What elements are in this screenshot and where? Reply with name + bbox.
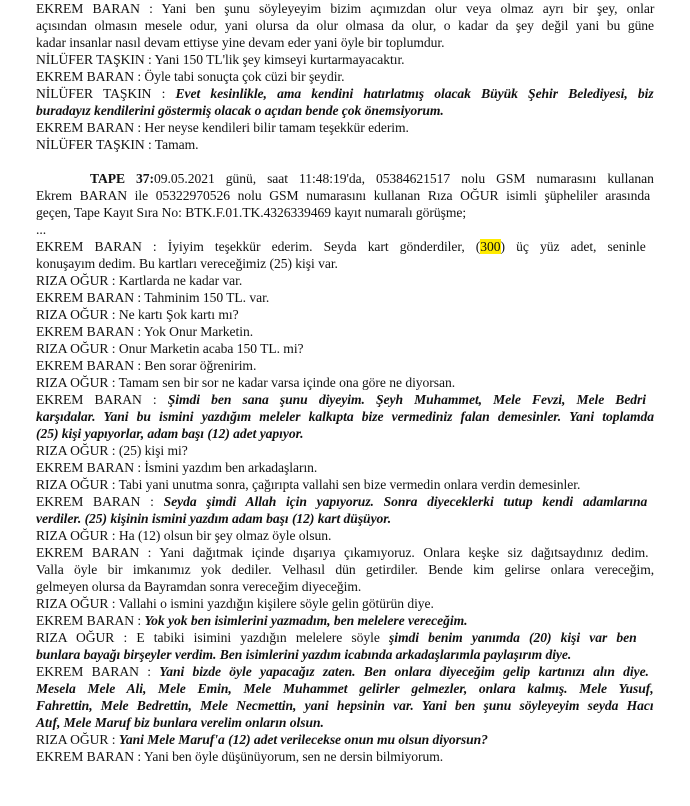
text-line [36, 629, 637, 646]
text-line [36, 391, 646, 408]
text-line [36, 187, 650, 204]
text-span: EKREM BARAN : Ben sorar öğrenirim. [36, 358, 257, 373]
text-line [36, 255, 338, 272]
text-line [36, 731, 488, 748]
text-span: NİLÜFER TAŞKIN : [36, 86, 176, 101]
text-line [36, 289, 269, 306]
text-line [36, 34, 444, 51]
text-line [36, 680, 654, 697]
text-line [36, 374, 455, 391]
text-span: NİLÜFER TAŞKIN : Yani 150 TL'lik şey kimseyi kurtarmayacaktır. [36, 52, 405, 67]
text-span: açısından olmasın mesele odur, yani olursa da olur olmasa da olur, o kadar da şey değil yani bu güne [36, 18, 655, 33]
text-span: EKREM BARAN : [36, 494, 164, 509]
text-line [36, 51, 405, 68]
text-span: Mesela Mele Ali, Mele Emin, Mele Muhammet gelirler gelmezler, onlara kalmış. Mele Yusuf, [36, 681, 654, 696]
text-line [36, 544, 649, 561]
text-span: bunlara bayağı birşeyler verdim. Ben isimlerini yazdım icabında arkadaşlarımla paylaşırım diye. [36, 647, 572, 662]
text-span: RIZA OĞUR : Ne kartı Şok kartı mı? [36, 307, 239, 322]
text-line [36, 204, 466, 221]
text-line [36, 612, 467, 629]
text-line [36, 102, 444, 119]
text-span: EKREM BARAN : Her neyse kendileri bilir tamam teşekkür ederim. [36, 120, 409, 135]
text-span: şimdi benim yanımda (20) kişi var ben [389, 630, 637, 645]
text-line [36, 663, 649, 680]
text-span: RIZA OĞUR : Vallahi o ismini yazdığın kişilere söyle gelin götürün diye. [36, 596, 434, 611]
text-line [36, 561, 654, 578]
text-span: NİLÜFER TAŞKIN : Tamam. [36, 137, 199, 152]
text-span: TAPE 37: [90, 171, 155, 186]
text-span: EKREM BARAN : İsmini yazdım ben arkadaşların. [36, 460, 318, 475]
text-line [36, 527, 331, 544]
text-span: Yani Mele Maruf'a (12) adet verilecekse onun mu olsun diyorsun? [118, 732, 488, 747]
text-line [36, 68, 345, 85]
text-line [36, 340, 304, 357]
text-line [36, 17, 654, 34]
text-line [36, 510, 391, 527]
text-line [36, 595, 434, 612]
text-span: kadar insanlar nasıl devam ettiyse yine devam eder yani öyle bir toplumdur. [36, 35, 445, 50]
text-span: ) üç yüz adet, seninle [500, 239, 646, 254]
text-span: EKREM BARAN : [36, 392, 168, 407]
text-span: EKREM BARAN : Yani dağıtmak içinde dışarıya çıkamıyoruz. Onlara keşke siz dağıtsaydınız dedim. [36, 545, 649, 560]
text-span: geçen, Tape Kayıt Sıra No: BTK.F.01.TK.4326339469 kayıt numaralı görüşme; [36, 205, 467, 220]
text-span: 09.05.2021 günü, saat 11:48:19'da, 05384621517 nolu GSM numarasını kullanan [154, 171, 654, 186]
text-span: EKREM BARAN : Yani ben şunu söyleyeyim bizim açımızdan olur veya olmaz ayrı bir şey, onlar [36, 1, 655, 16]
text-line [36, 425, 303, 442]
text-line [36, 238, 646, 255]
text-span: EKREM BARAN : [36, 664, 160, 679]
text-line [36, 459, 317, 476]
text-span: RIZA OĞUR : Onur Marketin acaba 150 TL. mi? [36, 341, 304, 356]
text-line [36, 578, 361, 595]
text-span: Yok yok ben isimlerini yazmadım, ben melelere vereceğim. [144, 613, 468, 628]
text-line [36, 408, 654, 425]
text-span: Şimdi ben sana şunu diyeyim. Şeyh Muhammet, Mele Fevzi, Mele Bedri [167, 392, 647, 407]
text-span: Ekrem BARAN ile 05322970526 nolu GSM numarasını kullanan Rıza OĞUR isimli şüpheliler arasında [36, 188, 651, 203]
text-span: (25) kişi yapıyorlar, adam başı (12) adet yapıyor. [36, 426, 304, 441]
text-line [36, 357, 256, 374]
text-line [36, 442, 188, 459]
text-span: EKREM BARAN : Tahminim 150 TL. var. [36, 290, 270, 305]
text-line [36, 272, 242, 289]
text-line [36, 697, 654, 714]
text-span: RIZA OĞUR : Tamam sen bir sor ne kadar varsa içinde ona göre ne diyorsan. [36, 375, 456, 390]
text-line [36, 714, 324, 731]
text-span: karşıdalar. Yani bu ismini yazdığım meleler kalkıpta bize vermediniz falan demesinler. Yani toplamda [36, 409, 654, 424]
text-span: RIZA OĞUR : Tabi yani unutma sonra, çağırıpta vallahi sen bize vermedin onlara verdin demesinler. [36, 477, 581, 492]
text-span: Evet kesinlikle, ama kendini hatırlatmış olacak Büyük Şehir Belediyesi, biz [175, 86, 654, 101]
text-span: RIZA OĞUR : [36, 732, 119, 747]
highlighted-number: 300 [480, 239, 501, 254]
text-span: gelmeyen olursa da Bayramdan sonra vereceğim diyeceğim. [36, 579, 362, 594]
text-line [36, 221, 46, 238]
text-span: EKREM BARAN : Öyle tabi sonuçta çok cüzi bir şeydir. [36, 69, 345, 84]
text-span: RIZA OĞUR : E tabiki isimini yazdığın melelere söyle [36, 630, 390, 645]
text-span: Yani bizde öyle yapacağız zaten. Ben onlara diyeceğim gelip kartınızı alın diye. [159, 664, 649, 679]
text-span: Seyda şimdi Allah için yapıyoruz. Sonra diyeceklerki tutup kendi adamlarına [163, 494, 648, 509]
text-span: Atıf, Mele Maruf biz bunlara verelim onların olsun. [36, 715, 324, 730]
text-line [36, 748, 443, 765]
text-span: RIZA OĞUR : Ha (12) olsun bir şey olmaz öyle olsun. [36, 528, 332, 543]
text-span: RIZA OĞUR : Kartlarda ne kadar var. [36, 273, 243, 288]
text-span: EKREM BARAN : İyiyim teşekkür ederim. Seyda kart gönderdiler, ( [36, 239, 481, 254]
text-span: buradayız kendilerini göstermiş olacak o açıdan bende çok önemsiyorum. [36, 103, 444, 118]
text-line [36, 476, 580, 493]
text-line [90, 170, 654, 187]
text-span: EKREM BARAN : Yani ben öyle düşünüyorum, sen ne dersin bilmiyorum. [36, 749, 444, 764]
text-span: EKREM BARAN : [36, 613, 145, 628]
text-line [36, 306, 239, 323]
text-line [36, 85, 654, 102]
text-span: RIZA OĞUR : (25) kişi mi? [36, 443, 188, 458]
text-line [36, 646, 571, 663]
text-span: Valla öyle bir imkanımız yok dediler. Velhasıl dün getirdiler. Bende kim gelirse onlara vereceğim, [36, 562, 655, 577]
text-span: ... [36, 222, 47, 237]
text-line [36, 119, 409, 136]
text-span: verdiler. (25) kişinin ismini yazdım adam başı (12) kart düşüyor. [36, 511, 392, 526]
text-line [36, 493, 647, 510]
text-span: Fahrettin, Mele Bedrettin, Mele Necmettin, yani hepsinin var. Yani ben şunu söyleyeyim seyda Hacı [36, 698, 654, 713]
text-line [36, 136, 198, 153]
text-span: EKREM BARAN : Yok Onur Marketin. [36, 324, 254, 339]
text-span: konuşayım dedim. Bu kartları vereceğimiz (25) kişi var. [36, 256, 338, 271]
text-line [36, 0, 654, 17]
text-line [36, 323, 253, 340]
